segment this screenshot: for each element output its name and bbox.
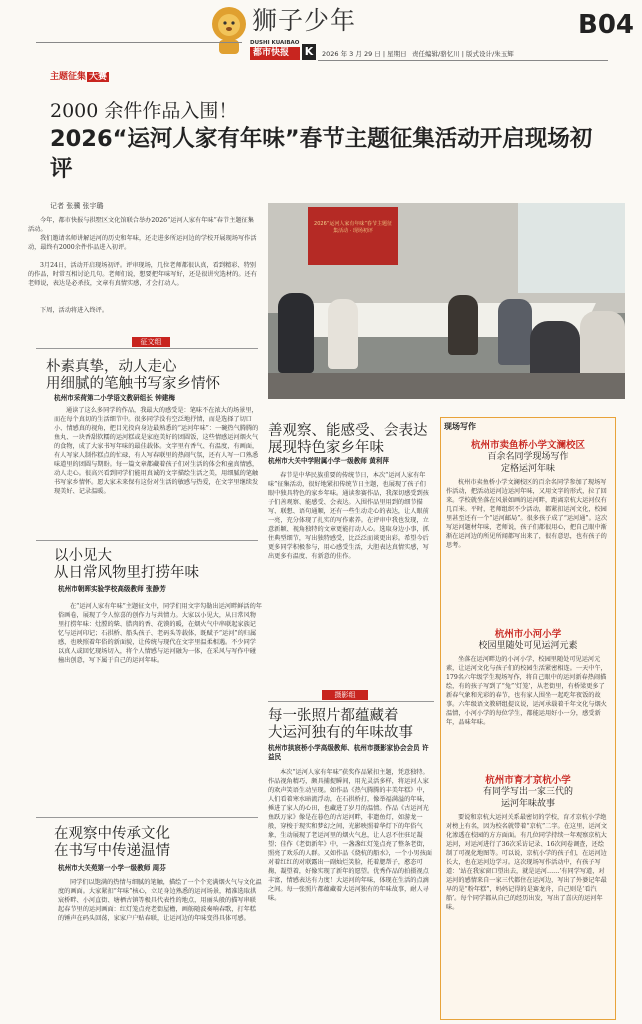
photo-person bbox=[328, 299, 358, 369]
essay-2-title-line1: 以小见大 bbox=[54, 548, 112, 564]
photo-author: 杭州市拱宸桥小学高级教师、杭州市摄影家协会会员 许益民 bbox=[268, 744, 429, 761]
onsite-tag: 现场写作 bbox=[444, 422, 476, 431]
essay-rule bbox=[36, 817, 258, 818]
photo-rule bbox=[268, 701, 434, 702]
photo-body: 本次“运河人家有年味”获奖作品紧扣主题，凭意独特。作品视角精巧，颇具捕捉瞬间，用光灵活多样，将运河人家的欢声笑语生动呈现。如作品《热气腾腾的丰美年糕》中，人们看着寒水暗流浮动，在石拱桥打，像举福满溢的年味，捶进了家人的心田，也藏进了岁月的温情。作品《古运河光 鱼跃万家》像是在暮色的古运河畔，非遗鱼灯，如游龙一般，穿梭于现实和梦幻之间，光影映照着华灯下的年俗气象，生动展现了老运河里的烟火气息，让人忍不住驻足凝望；佳作《老街新年》中，一盏盏红灯笼点亮了整条老街，照亮了欢乐的人群。又如作品《烧杭的船水》，一个小男孩面对着红红的对联露出一副灿烂笑脸，托着腮帮子，憨态可掬，凝望着，好像实现了新年的愿望。优秀作品的拍摄视点丰富，情感表达有力度！大运河的年味，体现在生活的点滴之间。每一张照片都蕴藏着大运河独有的年味故事，耐人寻味。 bbox=[268, 769, 432, 902]
onsite-3-body: 要说和京杭大运河关系最密切的学校，育才京杭小学绝对榜上有名，因为校名就带着“京杭”二字。在这里，运河文化渗透在校园的方方面面。有几位同学持续一年观察京杭大运河，对运河进行了36次采访记录、16次问卷调查，还绘制了可视化地图等。可以说，京杭小学的孩子们，在运河边长大，也在运河边学习。这次现场写作活动中，有孩子写道：‘站在我家窗口望出去，就是运河……’有同学写道，对运河的感情来自一家三代都住在运河边，写出了外婆记年最早的是“粉年糕”，妈妈记得的是赛龙舟，自己则是‘看汽船’。每个同学都从自己的经历出发，写出了喜庆的运河年味。 bbox=[446, 814, 608, 911]
photo-person bbox=[498, 299, 532, 365]
essay-3-author: 杭州市大关苑第一小学一级教师 周芬 bbox=[58, 864, 166, 872]
onsite-1-sub-line1: 百余名同学现场写作 bbox=[487, 452, 569, 462]
essay-2-body: 在“运河人家有年味”主题征文中，同学们用文字勾勒出运河畔鲜活的年俗画卷，展现了令人惊喜的创作力与共情力。大家以小见大，从日常风物里打捞年味：灶膛的柴、腊肉的香、花馍的暖，在烟火气中串联起家族记忆与运河印记；石拱桥、船头孩子、老码头等载体，既赋予“运河”的归属感，也映照着年俗的新面貌，让传统与现代在文字里温柔相遇。不少同学以真人或回忆现场切入，将个人情感与运河融为一体，在采风与写作中碰撞出创意，写下属于自己的运河年味。 bbox=[58, 603, 262, 664]
onsite-1-school: 杭州市卖鱼桥小学文澜校区 bbox=[470, 440, 585, 451]
section-name: 狮子少年 bbox=[252, 6, 357, 35]
lead-paragraph: 下周，活动将进入终评。 bbox=[40, 307, 109, 314]
onsite-1-sub-line2: 定格运河年味 bbox=[500, 464, 555, 474]
kicker bbox=[50, 69, 109, 82]
photo-person bbox=[448, 295, 478, 355]
photo-title-line2: 大运河独有的年味故事 bbox=[268, 725, 413, 741]
essay-group-tag: 征文组 bbox=[132, 337, 170, 347]
logo-name: 都市快报 bbox=[253, 48, 290, 58]
byline: 记者 张骥 张宇璐 bbox=[50, 202, 104, 210]
lead-paragraph: 今年，都市快报与拱墅区文化馆联合举办2026“运河人家有年味”春节主题征集活动。 bbox=[28, 217, 254, 233]
essay-3-title-line2: 在书写中传递温情 bbox=[54, 843, 170, 859]
onsite-1-body: 杭州市卖鱼桥小学文澜校区的百余名同学参加了现场写作活动，把活动运河边运河年味，又用文字的形式，拉了回来。学校就坐落在风景如画的运河畔，距离京杭大运河仅有几百米。平时，老师组织不少活动，都紧扣运河文化，校园里甚至还有一个“运河邮局”。很多孩子成了“运河通”。这次写运河题材年味，老师说，孩子们都很用心，把自己眼中渐渐在运河边的所见所闻都写出来了，很有意思，也有孩子的思考。 bbox=[446, 479, 608, 549]
date-line: 2026 年 3 月 29 日 | 星期日 bbox=[322, 50, 407, 58]
essay-1-body: 通读了这么多同学的作品，我最大的感受是：笔味不在浓大的场景里，而在每个真切的生活细节中。很多同学没有空泛地抒情，而是选择了切口小、情感真的视角，把目光投向身边最熟悉的“运河年味”：一碗热气腾腾的鱼丸、一块香甜软糯的运河糕或是家庭美好的团圆饭，这些情感运河烟火气的食物，成了大家书写年味的最佳载体。文字里有香气、有温度，有画面，有人写家人制作糕点的忙碌，有人写春联里的热闹气氛，还有人写一口熟悉味道里的团圆与期盼。每一篇文章都藏着孩子们对生活的体会和童真情感，动人走心。很高兴看到同学们能用真诚的文字描绘生活之美，用细腻的笔触书写家乡情怀。愿大家未来保有这份对生活的敏感与热爱，在文字里继续发现美好、记录温暖。 bbox=[54, 407, 259, 495]
headline-sub: 2000 余件作品入围！ bbox=[50, 100, 238, 122]
onsite-2-body: 坐落在运河畔边的小河小学，校园里随处可见运河元素，让运河文化与孩子们的校园生活紧密相连。一天中午，179名六年级学生现场写作，将自己眼中的运河新春热闹描绘，有的孩子写到了“兔”‘灯笼’，从老街里，有桥梁更多了新春气象和光彩的春节，也有家人围坐一起吃年夜饭的故事。六年级语文教研组提议说，运河承载着千年文化与烟火温情，小河小学的每位学生，都能运用好小一分，感受新年，品味年味。 bbox=[446, 656, 607, 726]
masthead bbox=[0, 0, 642, 64]
essay-4-title-line1: 善观察、能感受、会表达 bbox=[268, 423, 428, 439]
essay-2-title-line2: 从日常风物里打捞年味 bbox=[54, 565, 199, 581]
photo-group-tag: 摄影组 bbox=[322, 690, 368, 700]
editor-line: 责任编辑/骆忆川 | 版式设计/朱玉辉 bbox=[412, 50, 514, 58]
photo-window bbox=[518, 203, 625, 293]
lead bbox=[28, 216, 260, 315]
logo-k-icon: K bbox=[302, 44, 316, 60]
essay-1-author: 杭州市采荷第二小学语文教研组长 钟建梅 bbox=[54, 394, 175, 402]
onsite-3-sub-line2: 运河年味故事 bbox=[500, 799, 555, 809]
lead-paragraph: 3月24日，活动开启现场初评。评审现场，几位老师都很认真，看到精彩、特别的作品，时常互相讨论几句。老师们说，想要把年味写好，还是很讲究选材的。还有老师说，表达是必杀技，文章有真情实感，才会打动人。 bbox=[28, 262, 257, 287]
logo-pinyin: DUSHI KUAIBAO bbox=[250, 40, 300, 46]
essay-1-title-line1: 朴素真挚，动人走心 bbox=[46, 359, 177, 375]
essay-3-body: 同学们以饱满的热情与细腻的笔触，描绘了一个个充满烟火气与文化温度的画面。大家紧扣“年味”核心，立足身边熟悉的运河场景，精准选取拱宸桥畔、小河直街、塘栖古镇等极具代表性的地点，用丽头般的描写串联起春节里的运河画面：红灯笼点亮老街屋檐，画舫随波奏响春歌，打年糕的锤声在码头回荡，家家户户贴春联，让运河边的年味变得具体可感。 bbox=[58, 879, 262, 922]
masthead-rule-right bbox=[318, 60, 608, 61]
headline-main: 2026“运河人家有年味”春节主题征集活动开启现场初评 bbox=[50, 126, 593, 182]
kicker-highlight: 大赛 bbox=[89, 72, 108, 82]
meeting-photo bbox=[268, 203, 625, 399]
essay-4-title-line2: 展现特色家乡年味 bbox=[268, 440, 384, 456]
essay-1-title-line2: 用细腻的笔触书写家乡情怀 bbox=[46, 376, 220, 392]
essay-4-body: 春节是中华民族重要的传统节日，本次“运河人家有年味”征集活动，很好地紧扣传统节日主题，也展现了孩子们眼中独具特色的家乡年味。通读参赛作品，我深切感受到孩子们善观察、能感受、会表达。入围作品里用到的细节描写、联想、语句通顺，还有一些生动走心的表达，让人眼前一亮，充分体现了扎实的写作素养。在评审中我也发现，立意新颖、视角独特的文章更能打动人心。选取身边小事，抓住典型细节，写出独特感受，比泛泛而谈更出彩。希望今后更多同学积极参与，用心感受生活，大胆表达真情实感，写出更多有温度、有新意的佳作。 bbox=[268, 472, 429, 560]
onsite-2-school: 杭州市小河小学 bbox=[494, 629, 562, 640]
onsite-3-sub-line1: 有同学写出一家三代的 bbox=[482, 787, 573, 797]
essay-3-title-line1: 在观察中传承文化 bbox=[54, 826, 170, 842]
essay-rule bbox=[36, 540, 258, 541]
lead-paragraph: 我们邀请名师讲解运河的历史和年味，还走进多所运河边的学校开展现场写作活动，最终有2000余件作品进入初评。 bbox=[28, 235, 257, 251]
page-number: B04 bbox=[578, 10, 634, 40]
kicker-text: 主题征集 bbox=[50, 72, 87, 82]
photo-screen-text: 2026“运河人家有年味”春节主题征集活动 · 现场初评 bbox=[314, 221, 392, 234]
photo-screen bbox=[308, 207, 398, 265]
essay-2-author: 杭州市朝晖实验学校高级教师 张静芳 bbox=[58, 585, 166, 593]
onsite-3-school: 杭州市育才京杭小学 bbox=[485, 775, 571, 786]
onsite-2-sub-line1: 校园里随处可见运河元素 bbox=[478, 641, 578, 651]
essay-4-author: 杭州市大关中学附属小学一级教师 黄利萍 bbox=[268, 457, 389, 465]
masthead-rule bbox=[36, 42, 242, 43]
essay-rule bbox=[36, 348, 258, 349]
lion-icon bbox=[210, 4, 248, 56]
photo-title-line1: 每一张照片都蕴藏着 bbox=[268, 708, 399, 724]
photo-person bbox=[278, 293, 314, 373]
photo-floor bbox=[268, 373, 625, 399]
